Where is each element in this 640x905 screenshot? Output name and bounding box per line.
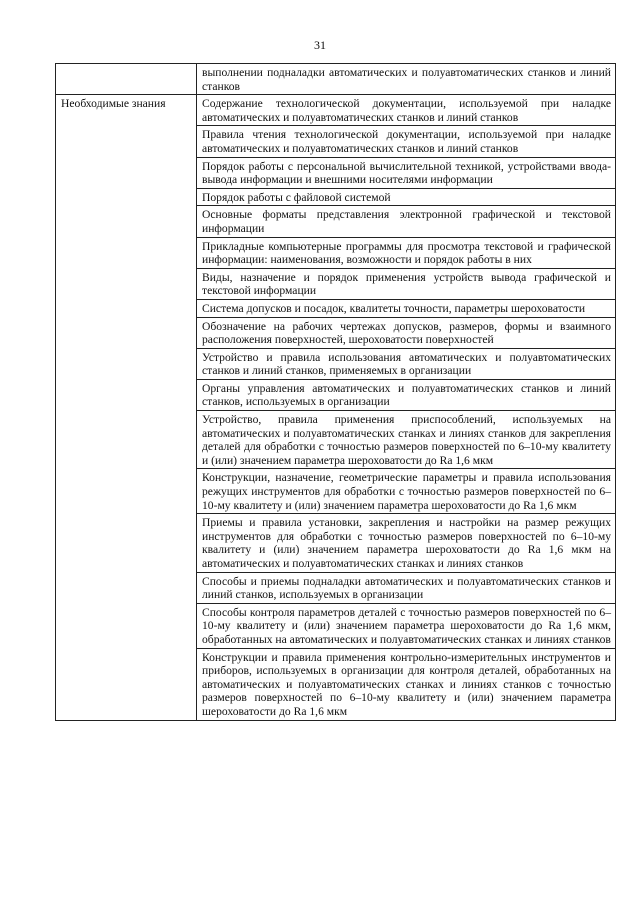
section-label: Необходимые знания [56, 95, 197, 720]
knowledge-item: Система допусков и посадок, квалитеты точности, параметры шероховатости [197, 299, 616, 317]
knowledge-item: Устройство и правила использования автоматических и полуавтоматических станков и линий станков, применяемых в организации [197, 348, 616, 379]
knowledge-item: Конструкции и правила применения контрольно-измерительных инструментов и приборов, используемых в организации для контроля деталей, обработанных на автоматических и полуавтоматических станках и линиях станков с точностью размеров поверхностей по 6–10-му квалитету и (или) значением параметра шероховатости до Ra 1,6 мкм [197, 648, 616, 720]
knowledge-item: Приемы и правила установки, закрепления и настройки на размер режущих инструментов для обработки с точностью размеров поверхностей по 6–10-му квалитету и (или) значением параметра шероховатости до Ra 1,6 мкм на автоматических и полуавтоматических станках и линиях станков [197, 514, 616, 572]
table-row [56, 64, 616, 95]
knowledge-item: Виды, назначение и порядок применения устройств вывода графической и текстовой информации [197, 268, 616, 299]
knowledge-item: Содержание технологической документации, используемой при наладке автоматических и полуавтоматических станков и линий станков [197, 95, 616, 126]
knowledge-item: Прикладные компьютерные программы для просмотра текстовой и графической информации: наименования, возможности и порядок работы в них [197, 237, 616, 268]
knowledge-item: Обозначение на рабочих чертежах допусков, размеров, формы и взаимного расположения поверхностей, шероховатости поверхностей [197, 317, 616, 348]
first-row-text: выполнении подналадки автоматических и полуавтоматических станков и линий станков [197, 64, 616, 95]
knowledge-item: Способы контроля параметров деталей с точностью размеров поверхностей по 6–10-му квалитету и (или) значением параметра шероховатости до Ra 1,6 мкм, обработанных на автоматических и полуавтоматических станках и линиях станков [197, 603, 616, 648]
knowledge-item: Органы управления автоматических и полуавтоматических станков и линий станков, используемых в организации [197, 379, 616, 410]
page-number: 31 [314, 38, 326, 52]
knowledge-item: Конструкции, назначение, геометрические параметры и правила использования режущих инструментов для обработки с точностью размеров поверхностей по 6–10-му квалитету и (или) значением параметра шероховатости до Ra 1,6 мкм [197, 469, 616, 514]
knowledge-item: Правила чтения технологической документации, используемой при наладке автоматических и полуавтоматических станков и линий станков [197, 126, 616, 157]
knowledge-item: Основные форматы представления электронной графической и текстовой информации [197, 206, 616, 237]
first-row-label [56, 64, 197, 95]
table-row [56, 95, 616, 126]
knowledge-item: Устройство, правила применения приспособлений, используемых на автоматических и полуавтоматических станках и линиях станков для закрепления деталей для обработки с точностью размеров поверхностей по 6–10-му квалитету и (или) значением параметра шероховатости до Ra 1,6 мкм [197, 411, 616, 469]
knowledge-item: Способы и приемы подналадки автоматических и полуавтоматических станков и линий станков, используемых в организации [197, 572, 616, 603]
competency-table [55, 63, 616, 721]
knowledge-item: Порядок работы с файловой системой [197, 188, 616, 206]
knowledge-item: Порядок работы с персональной вычислительной техникой, устройствами ввода-вывода информации и внешними носителями информации [197, 157, 616, 188]
